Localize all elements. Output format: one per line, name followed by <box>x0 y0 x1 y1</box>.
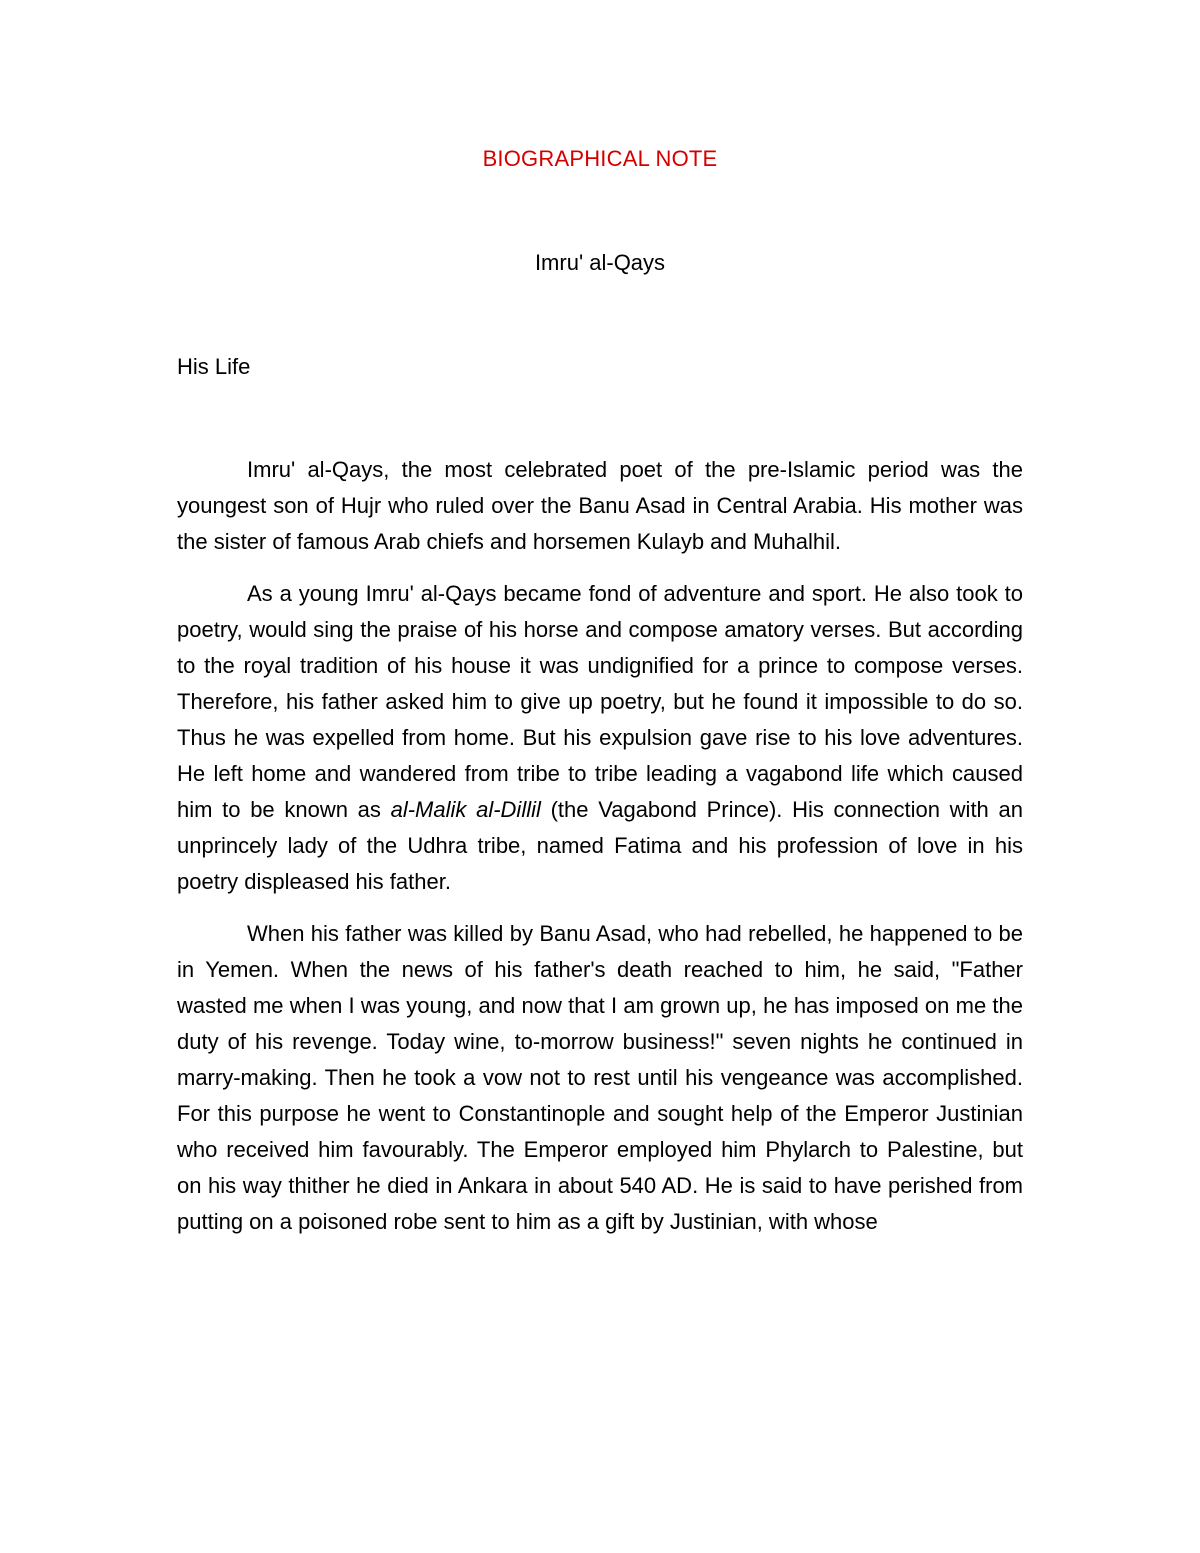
document-title: BIOGRAPHICAL NOTE <box>482 146 718 171</box>
body-text <box>177 452 1023 1240</box>
paragraph-2 <box>177 576 1023 900</box>
paragraph-3: When his father was killed by Banu Asad, who had rebelled, he happened to be in Yemen. When the news of his father's death reached to him, he said, "Father wasted me when I was young, and now that I am grown up, he has imposed on me the duty of his revenge. Today wine, to-morrow business!" seven nights he continued in marry-making. Then he took a vow not to rest until his vengeance was accomplished. For this purpose he went to Constantinople and sought help of the Emperor Justinian who received him favourably. The Emperor employed him Phylarch to Palestine, but on his way thither he died in Ankara in about 540 AD. He is said to have perished from putting on a poisoned robe sent to him as a gift by Justinian, with whose <box>177 921 1023 1234</box>
paragraph-2-text-before: As a young Imru' al-Qays became fond of adventure and sport. He also took to poetry, would sing the praise of his horse and compose amatory verses. But according to the royal tradition of his house it was undignified for a prince to compose verses. Therefore, his father asked him to give up poetry, but he found it impossible to do so. Thus he was expelled from home. But his expulsion gave rise to his love adventures. He left home and wandered from tribe to tribe leading a vagabond life which caused him to be known as <box>177 581 1023 822</box>
section-heading: His Life <box>177 354 251 379</box>
paragraph-1: Imru' al-Qays, the most celebrated poet of the pre-Islamic period was the youngest son of Hujr who ruled over the Banu Asad in Central Arabia. His mother was the sister of famous Arab chiefs and horsemen Kulayb and Muhalhil. <box>177 457 1023 554</box>
paragraph-2-text-after: (the Vagabond Prince). His connection with an unprincely lady of the Udhra tribe, named Fatima and his profession of love in his poetry displeased his father. <box>177 797 1023 894</box>
paragraph-2-italic-term: al-Malik al-Dillil <box>390 797 541 822</box>
document-subtitle: Imru' al-Qays <box>534 250 666 275</box>
